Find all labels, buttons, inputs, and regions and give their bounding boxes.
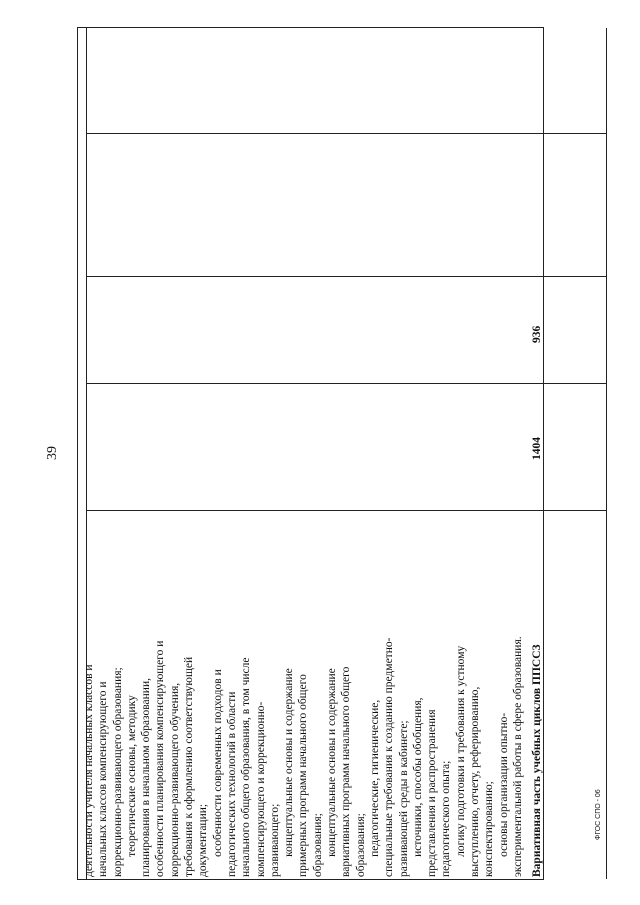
text-line: экспериментальной работы в сфере образования. xyxy=(511,636,524,877)
text-line: концептуальные основы и содержание xyxy=(326,668,339,877)
text-line: образования; xyxy=(311,813,324,877)
competency-text-cell xyxy=(82,636,525,877)
text-line: основы организации опытно- xyxy=(497,712,510,877)
page-number: 39 xyxy=(45,446,60,460)
text-line: развивающей среды в кабинете; xyxy=(397,720,410,877)
table-row-divider xyxy=(87,383,606,384)
text-line: особенности планирования компенсирующего и xyxy=(154,640,167,877)
text-line: примерных программ начального общего xyxy=(297,674,310,877)
text-line: деятельности учителя начальных классов и xyxy=(83,664,95,877)
summary-label: Вариативная часть учебных циклов ППССЗ xyxy=(531,644,543,877)
text-line: концептуальные основы и содержание xyxy=(283,668,296,877)
text-line: документации; xyxy=(197,803,210,877)
table-row-divider xyxy=(87,510,606,511)
text-line: коррекционно-развивающего образования; xyxy=(111,667,124,877)
curriculum-table xyxy=(77,27,544,880)
table-row-divider xyxy=(87,276,606,277)
text-line: специальные требования к созданию предметно- xyxy=(383,637,396,877)
text-line: конспектированию; xyxy=(483,781,496,877)
footer-code: ФГОС СПО - 06 xyxy=(595,789,602,840)
text-line: теоретические основы, методику xyxy=(125,695,138,877)
text-line: коррекционно-развивающего обучения, xyxy=(168,682,181,877)
text-line: педагогических технологий в области xyxy=(225,691,238,877)
text-line: педагогические, гигиенические, xyxy=(368,699,381,877)
text-line: логику подготовки и требования к устному xyxy=(454,645,467,877)
text-line: выступлению, отчету, реферированию, xyxy=(469,686,482,877)
text-line: особенности современных подходов и xyxy=(211,669,224,877)
text-line: планирования в начальном образовании, xyxy=(140,678,153,877)
text-line: педагогического опыта; xyxy=(440,760,453,877)
text-line: компенсирующего и коррекционно- xyxy=(254,701,267,877)
summary-max-load: 1404 xyxy=(531,437,543,460)
text-line: требования к оформлению соответствующей xyxy=(183,656,196,877)
text-line: источники, способы обобщения, xyxy=(411,697,424,877)
text-line: представления и распространения xyxy=(426,709,439,877)
text-line: развивающего; xyxy=(268,803,281,877)
text-line: вариативных программ начального общего xyxy=(340,666,353,877)
text-line: начальных классов компенсирующего и xyxy=(97,681,110,877)
text-line: начального общего образования, в том числе xyxy=(240,657,253,877)
table-row-divider xyxy=(87,133,606,134)
text-line: образования; xyxy=(354,813,367,877)
table-gap-column xyxy=(606,28,622,879)
summary-compulsory-load: 936 xyxy=(531,325,543,343)
